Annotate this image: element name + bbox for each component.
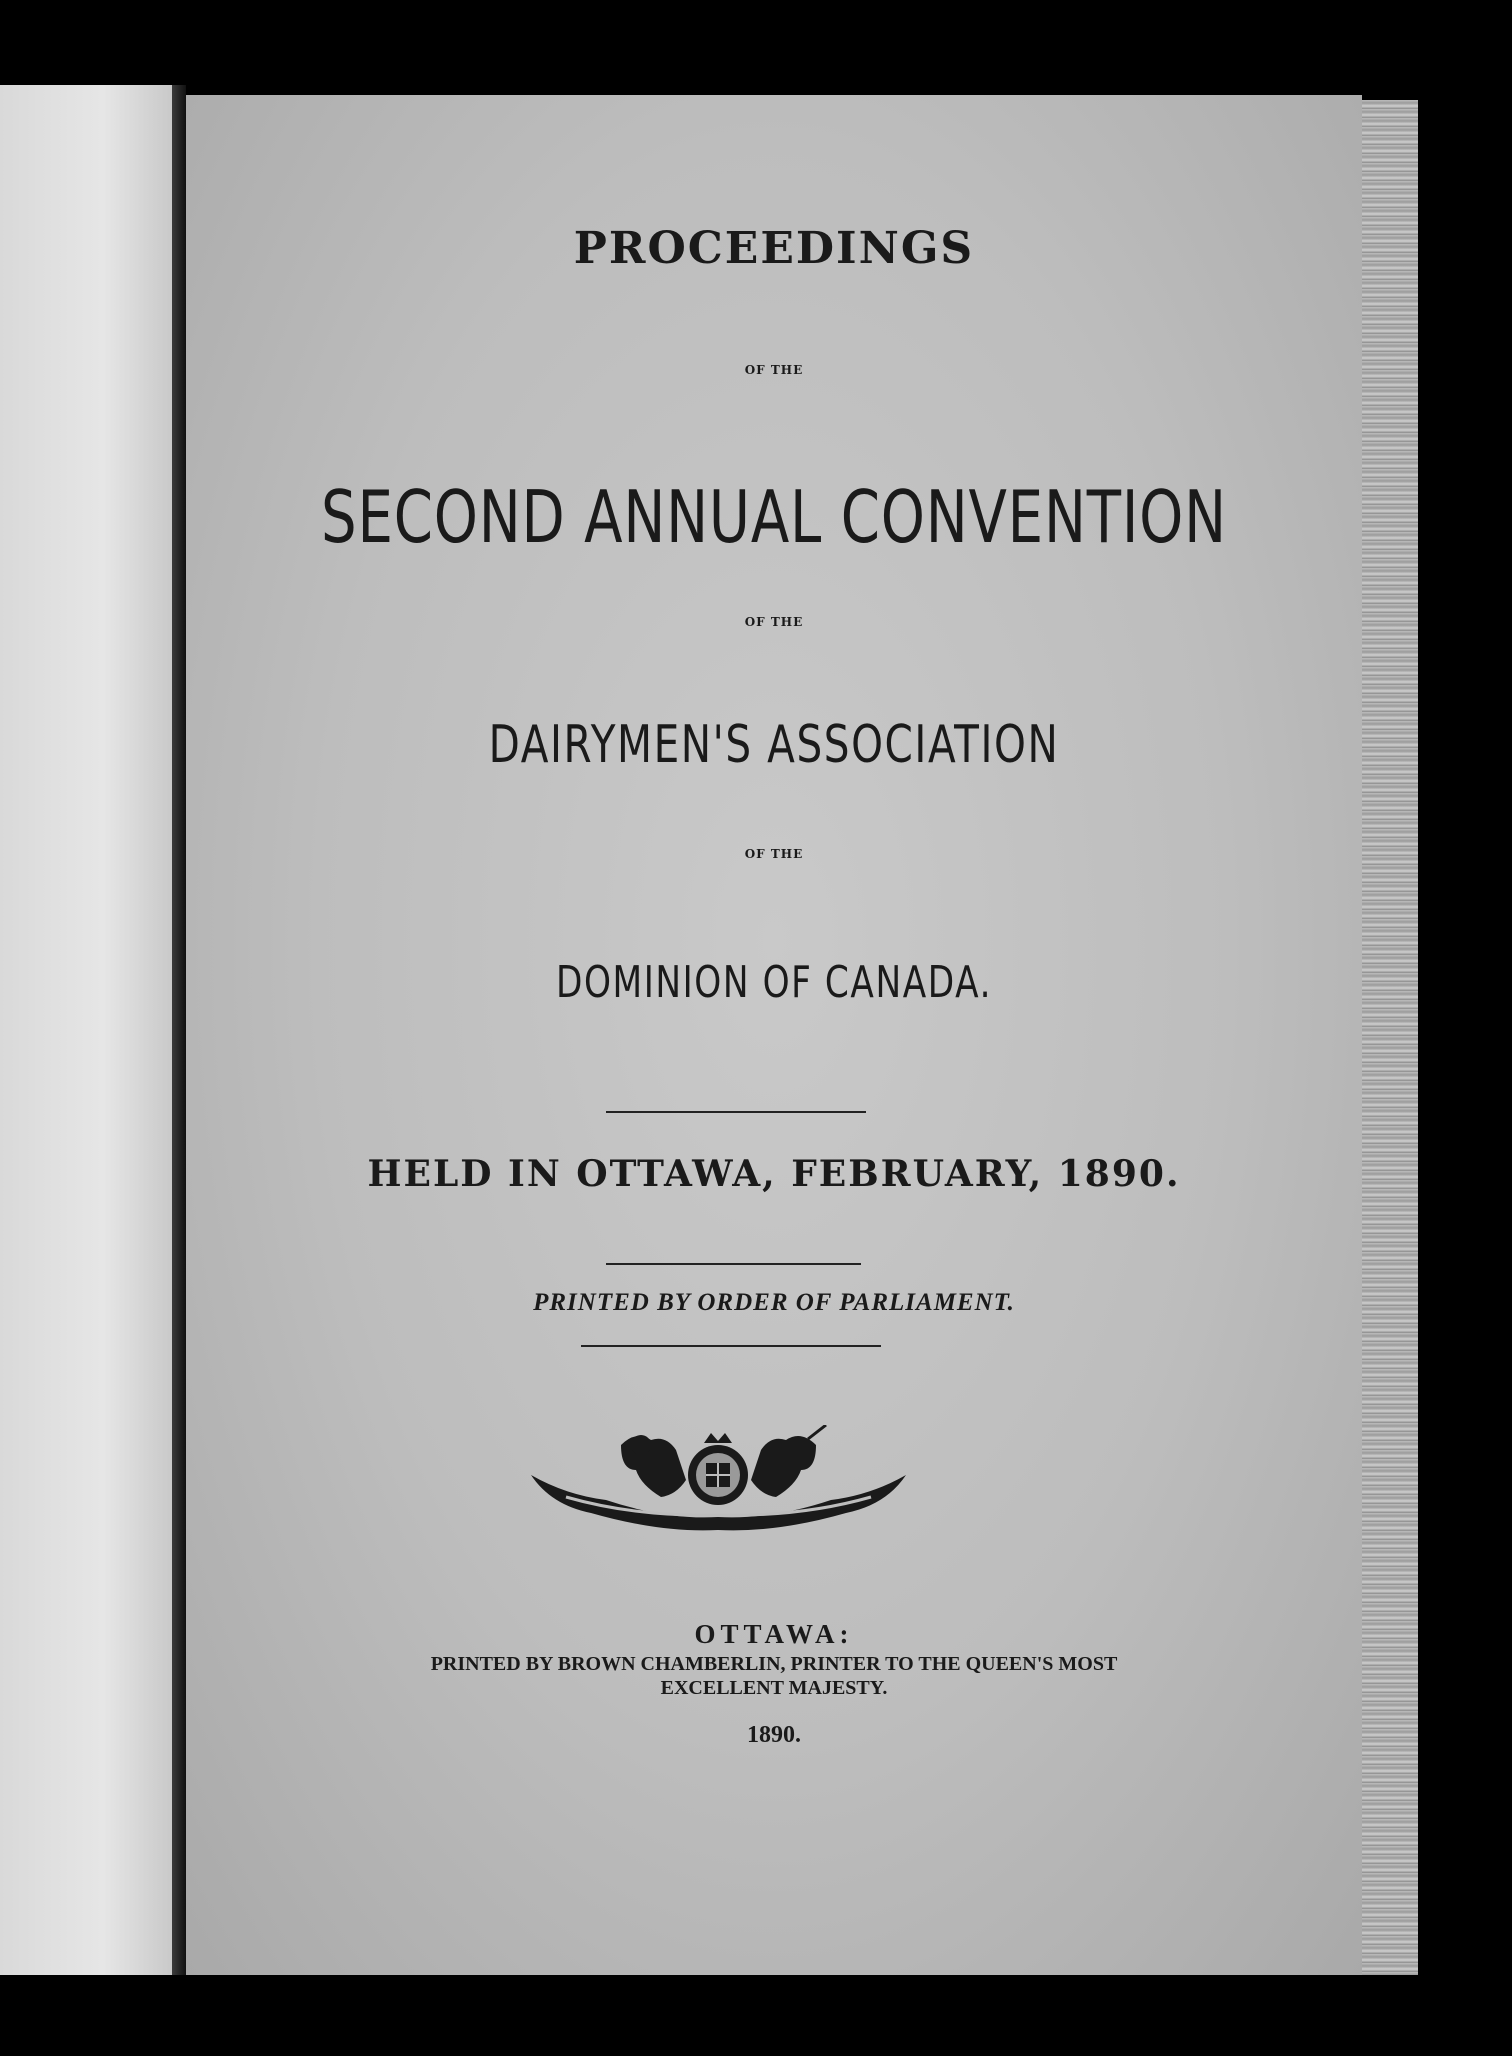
of-the-3: OF THE: [744, 847, 804, 861]
imprint-printer: PRINTED BY BROWN CHAMBERLIN, PRINTER TO THE QUEEN'S MOST: [430, 1653, 1118, 1675]
imprint-majesty: EXCELLENT MAJESTY.: [660, 1677, 888, 1699]
imprint-year: 1890.: [747, 1722, 801, 1748]
convention-title: SECOND ANNUAL CONVENTION: [321, 475, 1227, 559]
facing-page: [0, 85, 172, 1975]
divider-rule-1: [606, 1111, 866, 1113]
association-title: DAIRYMEN'S ASSOCIATION: [488, 715, 1060, 775]
printed-by-order: PRINTED BY ORDER OF PARLIAMENT.: [533, 1289, 1015, 1316]
of-the-2: OF THE: [744, 615, 804, 629]
royal-coat-of-arms-icon: [526, 1425, 911, 1535]
page-edge: [1362, 100, 1418, 1975]
held-line: HELD IN OTTAWA, FEBRUARY, 1890.: [367, 1153, 1181, 1195]
book-gutter: [172, 85, 186, 1975]
title-page: [186, 95, 1362, 1975]
divider-rule-2: [606, 1263, 861, 1265]
dominion-title: DOMINION OF CANADA.: [555, 957, 993, 1008]
of-the-1: OF THE: [744, 363, 804, 377]
imprint-city: OTTAWA:: [694, 1619, 854, 1649]
proceedings-heading: PROCEEDINGS: [573, 223, 975, 274]
divider-rule-3: [581, 1345, 881, 1347]
